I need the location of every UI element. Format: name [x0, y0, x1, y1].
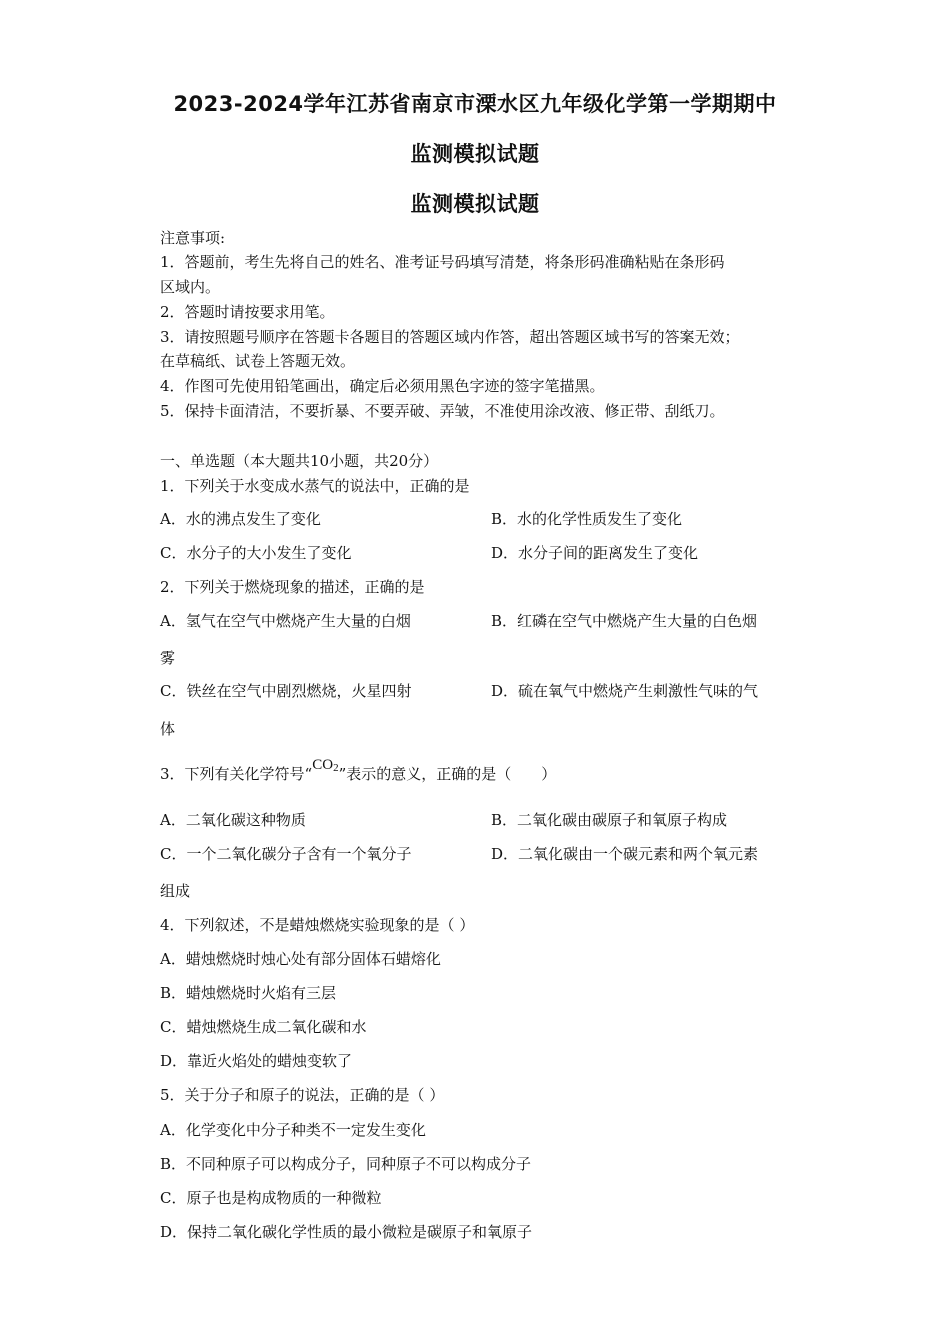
- q5-option-b: B．不同种原子可以构成分子，同种原子不可以构成分子: [160, 1155, 532, 1173]
- q2-option-b-continued: 雾: [160, 649, 176, 667]
- notice-item: 3．请按照题号顺序在答题卡各题目的答题区域内作答，超出答题区域书写的答案无效；: [160, 328, 740, 346]
- question-1-stem: 1．下列关于水变成水蒸气的说法中，正确的是: [160, 477, 470, 495]
- q3-option-d-continued: 组成: [160, 882, 191, 900]
- page-title: 2023-2024学年江苏省南京市溧水区九年级化学第一学期期中: [173, 92, 777, 116]
- q2-option-d-continued: 体: [160, 720, 176, 738]
- q2-option-a: A．氢气在空气中燃烧产生大量的白烟: [160, 612, 411, 630]
- q1-option-a: A．水的沸点发生了变化: [160, 510, 321, 528]
- notice-item: 1．答题前，考生先将自己的姓名、准考证号码填写清楚，将条形码准确粘贴在条形码: [160, 253, 725, 271]
- co2-formula-main: CO: [312, 757, 334, 773]
- notice-item: 4．作图可先使用铅笔画出，确定后必须用黑色字迹的签字笔描黑。: [160, 377, 605, 395]
- question-3-stem: [160, 757, 557, 788]
- notice-item: 区域内。: [160, 278, 221, 296]
- q4-option-d: D．靠近火焰处的蜡烛变软了: [160, 1052, 353, 1070]
- q3-option-d: D．二氧化碳由一个碳元素和两个氧元素: [491, 845, 759, 863]
- q1-option-d: D．水分子间的距离发生了变化: [491, 544, 699, 562]
- notice-item: 2．答题时请按要求用笔。: [160, 303, 335, 321]
- q3-option-c: C．一个二氧化碳分子含有一个氧分子: [160, 845, 412, 863]
- question-5-stem: 5．关于分子和原子的说法，正确的是（ ）: [160, 1086, 445, 1104]
- q1-option-b: B．水的化学性质发生了变化: [491, 510, 683, 528]
- page-subtitle-repeat: 监测模拟试题: [410, 192, 540, 216]
- notice-item: 在草稿纸、试卷上答题无效。: [160, 352, 356, 370]
- q5-option-c: C．原子也是构成物质的一种微粒: [160, 1189, 382, 1207]
- q3-option-b: B．二氧化碳由碳原子和氧原子构成: [491, 811, 728, 829]
- q2-option-b: B．红磷在空气中燃烧产生大量的白色烟: [491, 612, 758, 630]
- q5-option-a: A．化学变化中分子种类不一定发生变化: [160, 1121, 426, 1139]
- co2-formula-subscript: 2: [333, 762, 339, 774]
- question-4-stem: 4．下列叙述，不是蜡烛燃烧实验现象的是（ ）: [160, 916, 475, 934]
- q4-option-b: B．蜡烛燃烧时火焰有三层: [160, 984, 337, 1002]
- q3-option-a: A．二氧化碳这种物质: [160, 811, 306, 829]
- notice-item: 5．保持卡面清洁，不要折暴、不要弄破、弄皱，不准使用涂改液、修正带、刮纸刀。: [160, 402, 725, 420]
- section-heading: 一、单选题（本大题共10小题，共20分）: [160, 452, 439, 470]
- q1-option-c: C．水分子的大小发生了变化: [160, 544, 352, 562]
- page-subtitle: 监测模拟试题: [410, 142, 540, 166]
- co2-formula: [312, 757, 338, 773]
- q4-option-a: A．蜡烛燃烧时烛心处有部分固体石蜡熔化: [160, 950, 441, 968]
- q4-option-c: C．蜡烛燃烧生成二氧化碳和水: [160, 1018, 367, 1036]
- q5-option-d: D．保持二氧化碳化学性质的最小微粒是碳原子和氧原子: [160, 1223, 533, 1241]
- q3-stem-prefix: 3．下列有关化学符号“: [160, 765, 313, 783]
- q3-stem-suffix: ”表示的意义，正确的是（ ）: [338, 765, 557, 783]
- question-2-stem: 2．下列关于燃烧现象的描述，正确的是: [160, 578, 425, 596]
- q2-option-d: D．硫在氧气中燃烧产生刺激性气味的气: [491, 682, 759, 700]
- notice-heading: 注意事项:: [160, 229, 226, 247]
- q2-option-c: C．铁丝在空气中剧烈燃烧，火星四射: [160, 682, 412, 700]
